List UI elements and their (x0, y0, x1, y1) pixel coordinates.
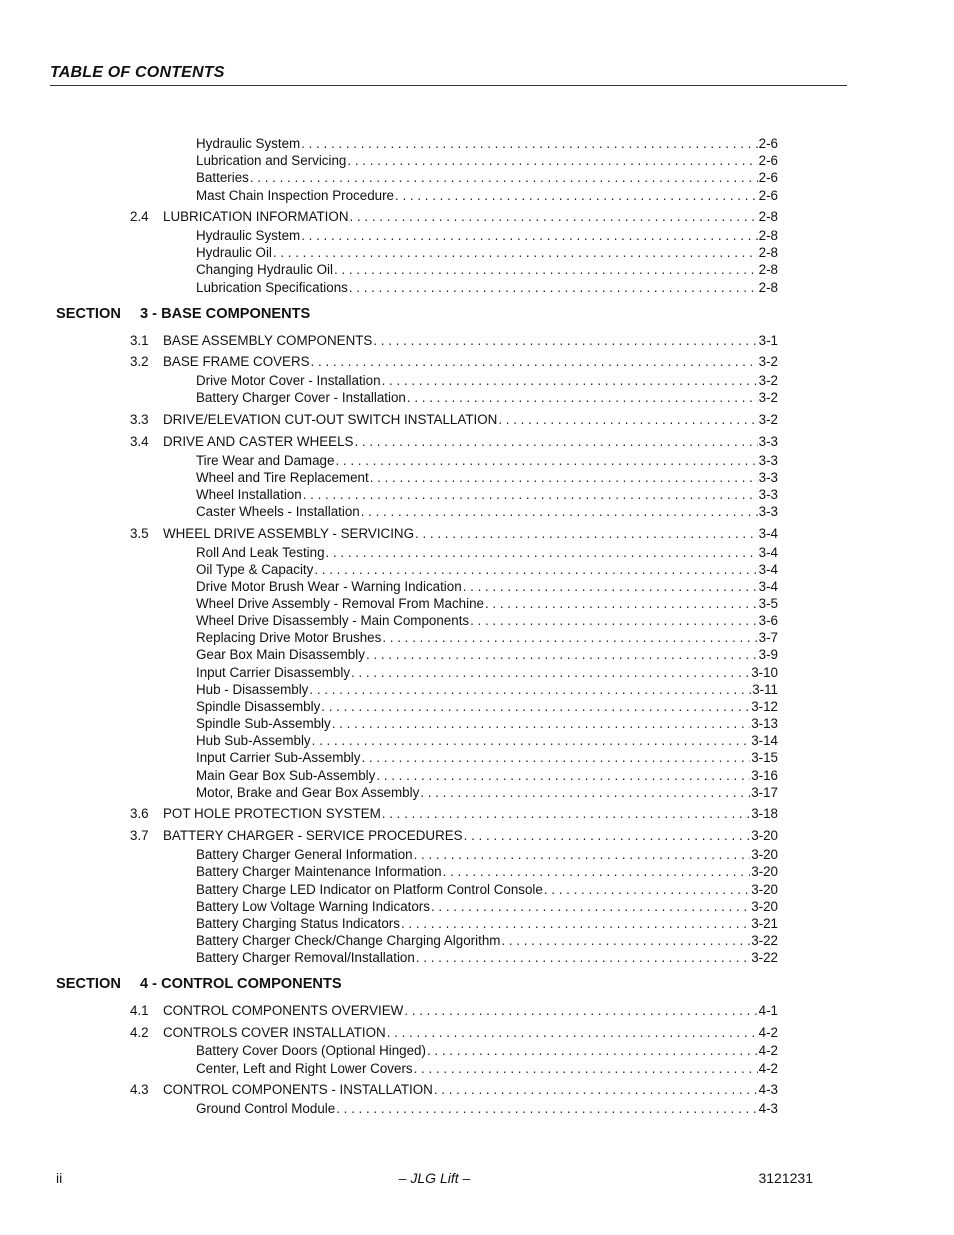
toc-entry-page: 3-2 (758, 412, 778, 427)
toc-subentry[interactable] (196, 279, 778, 297)
toc-entry-title: Wheel Drive Assembly - Removal From Machine (196, 596, 484, 611)
dot-leader (335, 452, 757, 470)
dot-leader (485, 595, 758, 613)
dot-leader (312, 732, 751, 750)
toc-entry[interactable] (130, 332, 778, 350)
toc-entry[interactable] (130, 525, 778, 543)
toc-entry-page: 3-16 (751, 768, 778, 783)
toc-entry-page: 3-20 (751, 882, 778, 897)
toc-subentry[interactable] (196, 486, 778, 504)
page-title: TABLE OF CONTENTS (50, 64, 225, 81)
dot-leader (414, 846, 751, 864)
toc-subentry[interactable] (196, 169, 778, 187)
toc-entry-title: Oil Type & Capacity (196, 562, 314, 577)
toc-entry-page: 3-20 (751, 828, 778, 843)
toc-entry-page: 3-4 (758, 545, 778, 560)
toc-entry-title: Wheel and Tire Replacement (196, 470, 369, 485)
toc-entry-title: Battery Charger Check/Change Charging Algorithm (196, 933, 501, 948)
toc-entry-title: Battery Charger General Information (196, 847, 413, 862)
toc-entry-title: Input Carrier Sub-Assembly (196, 750, 361, 765)
dot-leader (427, 1042, 758, 1060)
toc-entry-title: Wheel Installation (196, 487, 302, 502)
toc-entry-page: 3-14 (751, 733, 778, 748)
toc-subentry[interactable] (196, 863, 778, 881)
toc-entry-title: Battery Charger Removal/Installation (196, 950, 415, 965)
toc-subentry[interactable] (196, 544, 778, 562)
toc-entry-title: Batteries (196, 170, 249, 185)
dot-leader (366, 646, 758, 664)
toc-entry-page: 3-10 (751, 665, 778, 680)
toc-subentry[interactable] (196, 715, 778, 733)
footer-page-number: ii (56, 1170, 63, 1186)
toc-entry-page: 3-3 (758, 504, 778, 519)
dot-leader (382, 629, 757, 647)
dot-leader (434, 1081, 758, 1099)
toc-entry-title: CONTROL COMPONENTS OVERVIEW (163, 1003, 404, 1018)
toc-entry-title: Hub - Disassembly (196, 682, 309, 697)
toc-entry-page: 3-18 (751, 806, 778, 821)
toc-subentry[interactable] (196, 612, 778, 630)
toc-entry[interactable] (130, 208, 778, 226)
toc-entry-number: 3.7 (130, 828, 149, 843)
toc-entry-title: Main Gear Box Sub-Assembly (196, 768, 376, 783)
toc-entry[interactable] (130, 1024, 778, 1042)
dot-leader (463, 578, 758, 596)
section-heading (56, 304, 310, 324)
toc-entry[interactable] (130, 411, 778, 429)
toc-entry-page: 2-8 (758, 280, 778, 295)
toc-subentry[interactable] (196, 1100, 778, 1118)
section-label: SECTION (56, 976, 121, 992)
toc-entry-page: 3-6 (758, 613, 778, 628)
dot-leader (354, 433, 757, 451)
toc-subentry[interactable] (196, 469, 778, 487)
toc-entry-title: Tire Wear and Damage (196, 453, 335, 468)
dot-leader (250, 169, 758, 187)
toc-entry-page: 2-8 (758, 245, 778, 260)
toc-subentry[interactable] (196, 932, 778, 950)
dot-leader (407, 389, 758, 407)
toc-entry-title: Roll And Leak Testing (196, 545, 325, 560)
toc-entry-title: Hydraulic System (196, 228, 301, 243)
dot-leader (301, 227, 757, 245)
dot-leader (373, 332, 757, 350)
toc-subentry[interactable] (196, 244, 778, 262)
dot-leader (314, 561, 757, 579)
toc-entry-title: Hydraulic System (196, 136, 301, 151)
section-title: 4 - CONTROL COMPONENTS (140, 976, 342, 992)
toc-entry-page: 3-22 (751, 933, 778, 948)
toc-entry-page: 2-6 (758, 153, 778, 168)
toc-subentry[interactable] (196, 846, 778, 864)
toc-subentry[interactable] (196, 372, 778, 390)
toc-subentry[interactable] (196, 452, 778, 470)
toc-entry-number: 2.4 (130, 209, 149, 224)
toc-entry[interactable] (130, 805, 778, 823)
toc-entry[interactable] (130, 353, 778, 371)
dot-leader (347, 152, 757, 170)
toc-entry-title: BATTERY CHARGER - SERVICE PROCEDURES (163, 828, 463, 843)
dot-leader (420, 784, 750, 802)
toc-subentry[interactable] (196, 503, 778, 521)
toc-entry-title: Spindle Sub-Assembly (196, 716, 331, 731)
dot-leader (301, 135, 757, 153)
toc-entry-title: LUBRICATION INFORMATION (163, 209, 349, 224)
toc-entry-title: WHEEL DRIVE ASSEMBLY - SERVICING (163, 526, 415, 541)
toc-entry-number: 3.1 (130, 333, 149, 348)
toc-entry-page: 3-4 (758, 579, 778, 594)
toc-entry-title: DRIVE/ELEVATION CUT-OUT SWITCH INSTALLATION (163, 412, 498, 427)
dot-leader (443, 863, 751, 881)
toc-entry-page: 2-6 (758, 170, 778, 185)
toc-subentry[interactable] (196, 1060, 778, 1078)
toc-entry-number: 3.4 (130, 434, 149, 449)
toc-entry-title: Lubrication and Servicing (196, 153, 347, 168)
toc-entry-page: 3-7 (758, 630, 778, 645)
toc-entry-number: 3.5 (130, 526, 149, 541)
toc-entry-title: Caster Wheels - Installation (196, 504, 360, 519)
toc-entry-title: BASE ASSEMBLY COMPONENTS (163, 333, 373, 348)
toc-entry-page: 3-3 (758, 453, 778, 468)
dot-leader (303, 486, 758, 504)
toc-entry-title: Battery Low Voltage Warning Indicators (196, 899, 430, 914)
toc-entry-page: 2-8 (758, 228, 778, 243)
toc-entry-title: Battery Charge LED Indicator on Platform Control Console (196, 882, 543, 897)
dot-leader (544, 881, 750, 899)
toc-subentry[interactable] (196, 227, 778, 245)
toc-entry-page: 3-13 (751, 716, 778, 731)
toc-entry-number: 4.3 (130, 1082, 149, 1097)
toc-subentry[interactable] (196, 261, 778, 279)
toc-subentry[interactable] (196, 881, 778, 899)
toc-entry-page: 3-15 (751, 750, 778, 765)
toc-entry-page: 3-20 (751, 864, 778, 879)
toc-entry-title: Battery Cover Doors (Optional Hinged) (196, 1043, 426, 1058)
page-footer (56, 1169, 813, 1187)
toc-entry-page: 3-11 (752, 682, 778, 697)
dot-leader (326, 544, 758, 562)
dot-leader (395, 187, 758, 205)
dot-leader (336, 1100, 757, 1118)
dot-leader (382, 372, 758, 390)
dot-leader (415, 525, 758, 543)
toc-entry-page: 3-22 (751, 950, 778, 965)
toc-subentry[interactable] (196, 949, 778, 967)
section-label: SECTION (56, 306, 121, 322)
toc-entry-title: Wheel Drive Disassembly - Main Components (196, 613, 470, 628)
toc-subentry[interactable] (196, 915, 778, 933)
dot-leader (501, 932, 750, 950)
toc-subentry[interactable] (196, 732, 778, 750)
toc-entry-title: Battery Charger Maintenance Information (196, 864, 442, 879)
toc-entry-page: 2-6 (758, 136, 778, 151)
toc-subentry[interactable] (196, 784, 778, 802)
dot-leader (350, 208, 758, 226)
toc-entry-page: 3-2 (758, 373, 778, 388)
toc-entry[interactable] (130, 1081, 778, 1099)
toc-entry-page: 2-6 (758, 188, 778, 203)
toc-entry-title: Input Carrier Disassembly (196, 665, 351, 680)
toc-subentry[interactable] (196, 578, 778, 596)
dot-leader (273, 244, 758, 262)
toc-subentry[interactable] (196, 629, 778, 647)
dot-leader (401, 915, 750, 933)
toc-entry-title: Battery Charging Status Indicators (196, 916, 400, 931)
toc-entry-title: BASE FRAME COVERS (163, 354, 310, 369)
toc-subentry[interactable] (196, 767, 778, 785)
dot-leader (311, 353, 758, 371)
toc-subentry[interactable] (196, 1042, 778, 1060)
toc-entry-title: Gear Box Main Disassembly (196, 647, 365, 662)
toc-entry-page: 3-3 (758, 470, 778, 485)
toc-entry[interactable] (130, 1002, 778, 1020)
dot-leader (332, 715, 750, 733)
toc-entry[interactable] (130, 827, 778, 845)
toc-entry-title: Spindle Disassembly (196, 699, 321, 714)
toc-entry-page: 4-3 (758, 1082, 778, 1097)
toc-entry-title: Hub Sub-Assembly (196, 733, 311, 748)
dot-leader (376, 767, 750, 785)
toc-subentry[interactable] (196, 681, 778, 699)
dot-leader (334, 261, 758, 279)
toc-subentry[interactable] (196, 595, 778, 613)
dot-leader (321, 698, 750, 716)
toc-entry-title: Drive Motor Brush Wear - Warning Indication (196, 579, 462, 594)
toc-entry-page: 2-8 (758, 209, 778, 224)
dot-leader (416, 949, 750, 967)
toc-entry-page: 4-3 (758, 1101, 778, 1116)
toc-entry-title: Replacing Drive Motor Brushes (196, 630, 382, 645)
toc-entry-page: 3-2 (758, 390, 778, 405)
footer-brand: – JLG Lift – (398, 1170, 471, 1186)
toc-entry-number: 3.3 (130, 412, 149, 427)
dot-leader (498, 411, 757, 429)
toc-entry-title: Hydraulic Oil (196, 245, 272, 260)
toc-subentry[interactable] (196, 561, 778, 579)
toc-entry-title: Changing Hydraulic Oil (196, 262, 333, 277)
toc-subentry[interactable] (196, 664, 778, 682)
toc-entry-page: 4-2 (758, 1025, 778, 1040)
dot-leader (387, 1024, 758, 1042)
toc-subentry[interactable] (196, 646, 778, 664)
toc-entry-title: Motor, Brake and Gear Box Assembly (196, 785, 420, 800)
toc-subentry[interactable] (196, 187, 778, 205)
toc-subentry[interactable] (196, 389, 778, 407)
toc-entry-number: 4.1 (130, 1003, 149, 1018)
toc-entry-page: 3-17 (751, 785, 778, 800)
toc-entry-page: 3-20 (751, 899, 778, 914)
toc-entry-title: CONTROL COMPONENTS - INSTALLATION (163, 1082, 433, 1097)
toc-entry-page: 4-2 (758, 1043, 778, 1058)
toc-entry-page: 3-3 (758, 434, 778, 449)
toc-entry-page: 3-2 (758, 354, 778, 369)
toc-entry-title: CONTROLS COVER INSTALLATION (163, 1025, 386, 1040)
toc-entry-page: 3-21 (751, 916, 778, 931)
dot-leader (361, 749, 750, 767)
toc-entry-title: POT HOLE PROTECTION SYSTEM (163, 806, 381, 821)
toc-entry-number: 4.2 (130, 1025, 149, 1040)
toc-entry-page: 2-8 (758, 262, 778, 277)
toc-subentry[interactable] (196, 135, 778, 153)
toc-subentry[interactable] (196, 749, 778, 767)
dot-leader (404, 1002, 757, 1020)
dot-leader (382, 805, 750, 823)
toc-entry[interactable] (130, 433, 778, 451)
toc-entry-page: 3-9 (758, 647, 778, 662)
toc-entry-page: 3-4 (758, 526, 778, 541)
toc-entry-page: 3-1 (758, 333, 778, 348)
dot-leader (431, 898, 750, 916)
toc-entry-page: 3-5 (758, 596, 778, 611)
toc-entry-title: DRIVE AND CASTER WHEELS (163, 434, 354, 449)
toc-entry-page: 3-20 (751, 847, 778, 862)
toc-entry-page: 3-3 (758, 487, 778, 502)
dot-leader (464, 827, 751, 845)
footer-document-number: 3121231 (758, 1170, 813, 1186)
toc-subentry[interactable] (196, 898, 778, 916)
dot-leader (414, 1060, 758, 1078)
toc-subentry[interactable] (196, 698, 778, 716)
dot-leader (470, 612, 758, 630)
toc-subentry[interactable] (196, 152, 778, 170)
dot-leader (351, 664, 750, 682)
toc-entry-title: Ground Control Module (196, 1101, 336, 1116)
toc-entry-title: Drive Motor Cover - Installation (196, 373, 381, 388)
toc-entry-page: 3-12 (751, 699, 778, 714)
toc-entry-title: Mast Chain Inspection Procedure (196, 188, 394, 203)
toc-entry-page: 4-2 (758, 1061, 778, 1076)
section-title: 3 - BASE COMPONENTS (140, 306, 311, 322)
dot-leader (370, 469, 758, 487)
toc-entry-number: 3.2 (130, 354, 149, 369)
toc-entry-title: Center, Left and Right Lower Covers (196, 1061, 413, 1076)
dot-leader (309, 681, 751, 699)
toc-entry-page: 4-1 (758, 1003, 778, 1018)
section-heading (56, 974, 342, 994)
toc-entry-title: Lubrication Specifications (196, 280, 348, 295)
dot-leader (361, 503, 758, 521)
toc-entry-page: 3-4 (758, 562, 778, 577)
toc-entry-number: 3.6 (130, 806, 149, 821)
toc-entry-title: Battery Charger Cover - Installation (196, 390, 406, 405)
dot-leader (349, 279, 758, 297)
